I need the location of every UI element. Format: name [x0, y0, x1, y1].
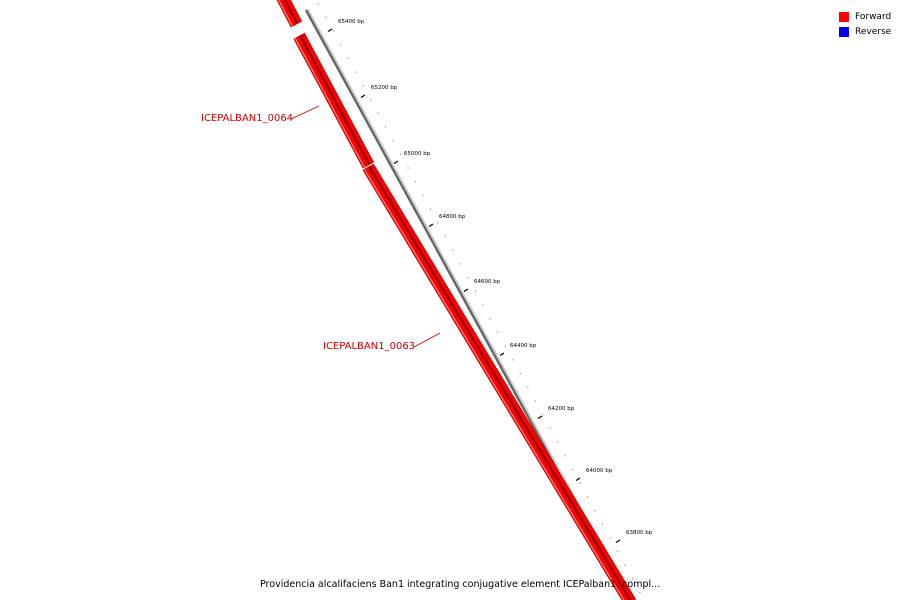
ruler-minor-tick — [453, 250, 454, 251]
ruler-minor-tick — [325, 17, 326, 18]
ruler-minor-tick — [385, 126, 386, 127]
leader-line-0064 — [291, 106, 319, 119]
ruler-minor-tick — [565, 455, 566, 456]
ruler-major-tick — [616, 540, 620, 543]
ruler-major-tick — [394, 161, 398, 164]
legend-swatch-reverse — [839, 27, 849, 37]
feature-0064-highlight — [295, 38, 364, 167]
ruler-minor-tick — [527, 387, 528, 388]
ruler-minor-tick — [483, 304, 484, 305]
ruler-minor-tick — [587, 496, 588, 497]
ruler-minor-tick — [468, 277, 469, 278]
ruler-minor-tick — [520, 373, 521, 374]
legend-item-reverse — [839, 24, 891, 39]
backbone-highlight — [308, 9, 636, 600]
ruler-minor-tick — [490, 318, 491, 319]
ruler-minor-tick — [595, 510, 596, 511]
ruler-minor-tick — [445, 236, 446, 237]
ruler-tick-label: 64800 bp — [439, 214, 466, 220]
ruler-minor-tick — [602, 524, 603, 525]
ruler-minor-tick — [460, 263, 461, 264]
ruler-minor-tick — [415, 181, 416, 182]
ruler-minor-tick — [580, 483, 581, 484]
ruler-minor-tick — [333, 30, 334, 31]
map-caption: Providencia alcalifaciens Ban1 integrating conjugative element ICEPalban1, compl... — [260, 579, 661, 590]
ruler-tick-label: 64400 bp — [510, 343, 537, 349]
ruler-minor-tick — [542, 414, 543, 415]
ruler-minor-tick — [640, 592, 641, 593]
ruler-minor-tick — [475, 291, 476, 292]
ruler-minor-tick — [318, 3, 319, 4]
ruler-tick-label: 63800 bp — [626, 530, 653, 536]
ruler-minor-tick — [610, 537, 611, 538]
ruler-minor-tick — [572, 469, 573, 470]
ruler-minor-tick — [498, 332, 499, 333]
legend — [839, 9, 891, 39]
ruler-minor-tick — [348, 58, 349, 59]
ruler-major-tick — [576, 478, 580, 481]
feature-0063-shade — [369, 167, 631, 600]
ruler-major-tick — [500, 353, 504, 356]
leader-line-0063 — [414, 333, 440, 347]
feature-0064-shade — [300, 36, 369, 165]
ruler-minor-tick — [400, 154, 401, 155]
gene-label-0063[interactable]: ICEPALBAN1_0063 — [323, 341, 416, 352]
ruler-tick-label: 65000 bp — [404, 151, 431, 157]
ruler-minor-tick — [378, 113, 379, 114]
ruler-tick-label: 64200 bp — [548, 406, 575, 412]
ruler-minor-tick — [340, 44, 341, 45]
ruler-minor-tick — [535, 400, 536, 401]
ruler-tick-label: 64000 bp — [586, 468, 613, 474]
legend-label-forward: Forward — [855, 11, 892, 22]
ruler-minor-tick — [408, 167, 409, 168]
ruler-minor-tick — [512, 359, 513, 360]
ruler-minor-tick — [393, 140, 394, 141]
ruler-minor-tick — [617, 551, 618, 552]
ruler-minor-tick — [625, 565, 626, 566]
ruler-major-tick — [464, 289, 468, 292]
ruler-minor-tick — [430, 209, 431, 210]
ruler-tick-label: 65200 bp — [371, 85, 398, 91]
legend-label-reverse: Reverse — [855, 26, 892, 37]
ruler-minor-tick — [550, 428, 551, 429]
legend-item-forward — [839, 9, 891, 24]
ruler-minor-tick — [363, 85, 364, 86]
ruler-tick-label: 65400 bp — [338, 19, 365, 25]
ruler-minor-tick — [557, 441, 558, 442]
ruler-major-tick — [328, 29, 332, 32]
ruler-minor-tick — [423, 195, 424, 196]
legend-swatch-forward — [839, 12, 849, 22]
ruler-major-tick — [361, 95, 365, 98]
ruler-tick-label: 64600 bp — [474, 279, 501, 285]
ruler-major-tick — [429, 224, 433, 227]
ruler-minor-tick — [438, 222, 439, 223]
ruler-major-tick — [538, 416, 542, 419]
ruler-minor-tick — [355, 72, 356, 73]
ruler-minor-tick — [370, 99, 371, 100]
gene-label-0064[interactable]: ICEPALBAN1_0064 — [201, 113, 294, 124]
ruler-minor-tick — [505, 346, 506, 347]
